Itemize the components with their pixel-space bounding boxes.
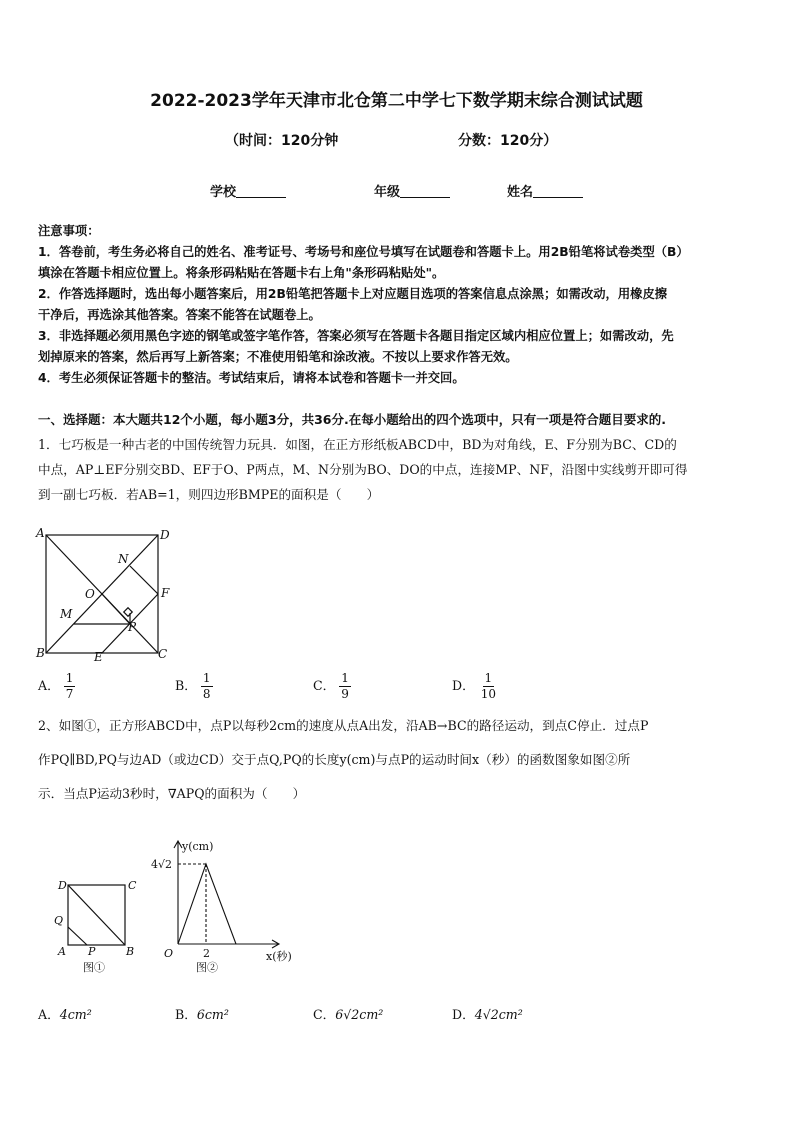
notes-line: 干净后，再选涂其他答案。答案不能答在试题卷上。	[38, 308, 321, 322]
fraction: $\frac{1}{8}$	[202, 671, 211, 701]
q2-option-d[interactable]	[452, 1004, 523, 1023]
fig2-peak-label: 4√2	[151, 858, 173, 871]
page-title: 2022-2023学年天津市北仓第二中学七下数学期末综合测试试题	[150, 91, 643, 111]
option-letter: B．	[175, 1007, 197, 1022]
label-F: F	[161, 586, 170, 600]
school-field	[210, 181, 286, 200]
label-O: O	[85, 587, 95, 601]
q2-option-a[interactable]	[38, 1004, 92, 1023]
label-N: N	[118, 552, 129, 566]
fig1-label-B: B	[126, 945, 135, 958]
grade-label: 年级	[374, 185, 401, 200]
notes-block	[38, 221, 758, 389]
fig2-caption: 图②	[196, 961, 218, 974]
question-1-text	[38, 434, 760, 505]
label-M: M	[60, 607, 73, 621]
q2-line: 2、如图①，正方形ABCD中，点P以每秒2cm的速度从点A出发，沿AB→BC的路径运动，到点C停止．过点P	[38, 718, 649, 733]
name-field	[507, 181, 583, 200]
option-letter: B．	[175, 678, 197, 693]
notes-heading: 注意事项：	[38, 224, 100, 238]
q2-option-b[interactable]	[175, 1004, 229, 1023]
q2-figure-1	[50, 875, 150, 975]
q2-figure-2	[148, 836, 308, 976]
fig1-label-D: D	[58, 879, 67, 892]
fig1-label-C: C	[128, 879, 137, 892]
option-value: 6cm²	[196, 1007, 229, 1022]
fraction: $\frac{1}{10}$	[480, 671, 496, 701]
notes-line: 划掉原来的答案，然后再写上新答案；不准使用铅笔和涂改液。不按以上要求作答无效。	[38, 350, 518, 364]
exam-time: （时间：120分钟	[225, 133, 339, 149]
fig1-label-Q: Q	[54, 914, 64, 927]
notes-line: 1．答卷前，考生务必将自己的姓名、准考证号、考场号和座位号填写在试题卷和答题卡上。用2B铅笔将试卷类型（B）	[38, 245, 689, 259]
option-value: 4cm²	[59, 1007, 92, 1022]
name-label: 姓名	[507, 185, 534, 200]
fig2-x-tick: 2	[203, 947, 210, 960]
q2-line: 作PQ∥BD,PQ与边AD（或边CD）交于点Q,PQ的长度y(cm)与点P的运动时间x（秒）的函数图象如图②所	[38, 752, 631, 767]
fraction: $\frac{1}{7}$	[65, 671, 74, 701]
label-A: A	[36, 526, 45, 540]
fig1-caption: 图①	[83, 961, 105, 974]
exam-score: 分数：120分）	[458, 133, 558, 149]
fig1-label-A: A	[58, 945, 66, 958]
q1-option-a[interactable]	[38, 671, 75, 702]
q1-option-c[interactable]	[313, 671, 351, 702]
q1-option-b[interactable]	[175, 671, 213, 702]
grade-blank	[400, 183, 450, 198]
school-blank	[236, 183, 286, 198]
label-E: E	[94, 650, 103, 664]
q1-tangram-figure	[32, 525, 182, 665]
option-letter: D．	[452, 1007, 475, 1022]
q1-option-d[interactable]	[452, 671, 498, 702]
fig1-label-P: P	[88, 945, 96, 958]
q2-line: 示．当点P运动3秒时，∇APQ的面积为（ ）	[38, 786, 306, 801]
fraction: $\frac{1}{9}$	[341, 671, 349, 701]
option-letter: D．	[452, 678, 475, 693]
school-label: 学校	[210, 185, 237, 200]
option-letter: C．	[313, 1007, 336, 1022]
option-letter: C．	[313, 678, 336, 693]
label-C: C	[158, 647, 168, 661]
fig2-origin-label: O	[164, 947, 174, 960]
option-value: 4√2cm²	[474, 1007, 523, 1022]
q1-line: 中点，AP⊥EF分别交BD、EF于O、P两点，M、N分别为BO、DO的中点，连接MP、NF，沿图中实线剪开即可得	[38, 462, 688, 477]
q2-option-c[interactable]	[313, 1004, 383, 1023]
question-2-text	[38, 715, 760, 804]
fig2-y-axis-label: y(cm)	[182, 840, 214, 853]
q1-line: 1．七巧板是一种古老的中国传统智力玩具．如图，在正方形纸板ABCD中，BD为对角线，E、F分别为BC、CD的	[38, 437, 677, 452]
label-P: P	[128, 620, 137, 634]
option-value: 6√2cm²	[335, 1007, 384, 1022]
name-blank	[533, 183, 583, 198]
grade-field	[374, 181, 450, 200]
fig2-x-axis-label: x(秒)	[266, 950, 292, 963]
option-letter: A．	[38, 678, 60, 693]
option-letter: A．	[38, 1007, 60, 1022]
section-heading: 一、选择题：本大题共12个小题，每小题3分，共36分.在每小题给出的四个选项中，只有一项是符合题目要求的.	[38, 412, 666, 427]
label-D: D	[160, 528, 170, 542]
notes-line: 2．作答选择题时，选出每小题答案后，用2B铅笔把答题卡上对应题目选项的答案信息点涂黑；如需改动，用橡皮擦	[38, 287, 668, 301]
q1-line: 到一副七巧板．若AB=1，则四边形BMPE的面积是（ ）	[38, 487, 380, 502]
notes-line: 填涂在答题卡相应位置上。将条形码粘贴在答题卡右上角"条形码粘贴处"。	[38, 266, 445, 280]
label-B: B	[36, 646, 45, 660]
notes-line: 4．考生必须保证答题卡的整洁。考试结束后，请将本试卷和答题卡一并交回。	[38, 371, 465, 385]
notes-line: 3．非选择题必须用黑色字迹的钢笔或签字笔作答，答案必须写在答题卡各题目指定区域内相应位置上；如需改动，先	[38, 329, 674, 343]
